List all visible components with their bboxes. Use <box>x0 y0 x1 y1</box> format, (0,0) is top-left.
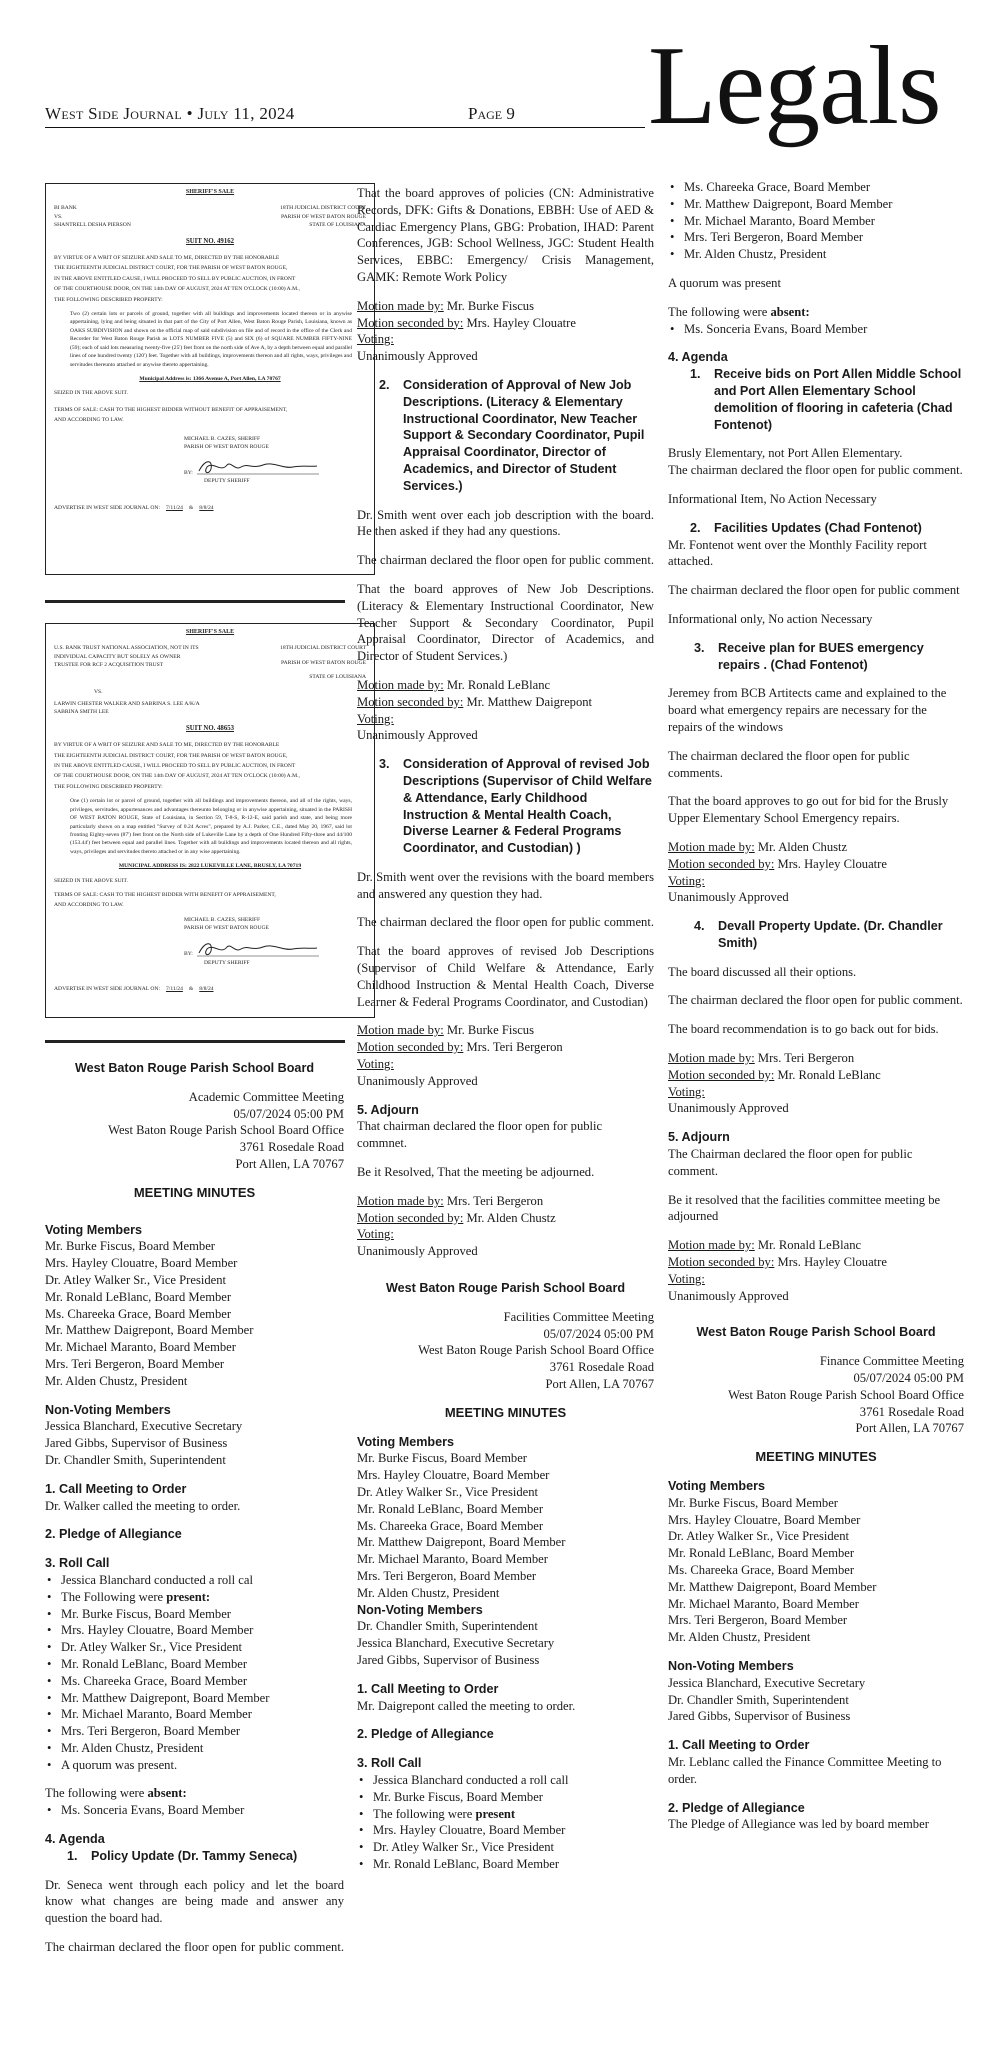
list-item: • Mr. Burke Fiscus, Board Member <box>357 1789 654 1806</box>
board-title: West Baton Rouge Parish School Board <box>696 1325 936 1340</box>
sheriff-name: MICHAEL B. CAZES, SHERIFF <box>184 435 261 442</box>
resolution-text: That the board approves to go out for bid for the Brusly Upper Elementary School Emergency repairs. <box>668 794 949 826</box>
member: Mr. Burke Fiscus, Board Member <box>45 1239 215 1254</box>
advertise-date-1: 7/11/24 <box>166 985 183 992</box>
item-heading: 5. Adjourn <box>357 1102 419 1117</box>
member: Mr. Matthew Daigrepont, Board Member <box>668 1579 877 1594</box>
item-text: Be it Resolved, That the meeting be adjourned. <box>357 1165 595 1180</box>
absent-label: The following were absent: <box>668 304 810 319</box>
member: Jessica Blanchard, Executive Secretary <box>668 1675 866 1690</box>
item-heading: 2. Pledge of Allegiance <box>45 1527 182 1542</box>
item-text: Informational only, No action Necessary <box>668 611 873 626</box>
list-item: • The Following were present: <box>45 1589 344 1606</box>
agenda-item: 3. Receive plan for BUES emergency repairs . (Chad Fontenot) <box>694 640 924 672</box>
list-item: • Mr. Matthew Daigrepont, Board Member <box>45 1690 344 1707</box>
list-item: • Ms. Sonceria Evans, Board Member <box>45 1802 344 1819</box>
item-text: Dr. Smith went over the revisions with the board members and answered any question they had. <box>357 869 654 901</box>
member: Ms. Chareeka Grace, Board Member <box>357 1518 544 1533</box>
item-text: The chairman declared the floor open for public comment. <box>45 1940 344 1955</box>
agenda-item: 1. Policy Update (Dr. Tammy Seneca) <box>67 1848 298 1863</box>
item-heading: 5. Adjourn <box>668 1130 730 1145</box>
member: Mrs. Hayley Clouatre, Board Member <box>357 1468 550 1483</box>
agenda-item: 4. Devall Property Update. (Dr. Chandler Smith) <box>694 919 943 950</box>
list-item: • Mrs. Teri Bergeron, Board Member <box>668 229 964 246</box>
item-heading: 4. Agenda <box>668 350 728 365</box>
advertise-date-2: 8/8/24 <box>199 985 214 992</box>
item-heading: 3. Roll Call <box>45 1556 110 1571</box>
terms-of-sale-2: AND ACCORDING TO LAW. <box>54 902 124 909</box>
list-item: • Ms. Chareeka Grace, Board Member <box>668 179 964 196</box>
section-title: Legals <box>648 24 941 148</box>
member: Mr. Alden Chustz, President <box>668 1630 811 1645</box>
item-heading: 2. Pledge of Allegiance <box>357 1727 494 1742</box>
list-item: • Ms. Chareeka Grace, Board Member <box>45 1673 344 1690</box>
writ-text: IN THE ABOVE ENTITLED CAUSE, I WILL PROCEED TO SELL BY PUBLIC AUCTION, IN FRONT <box>54 275 296 282</box>
header-rule <box>45 127 645 128</box>
sheriff-parish: PARISH OF WEST BATON ROUGE <box>184 925 269 932</box>
minutes-heading: MEETING MINUTES <box>755 1449 877 1465</box>
member: Mr. Alden Chustz, President <box>357 1585 500 1600</box>
writ-text: IN THE ABOVE ENTITLED CAUSE, I WILL PROCEED TO SELL BY PUBLIC AUCTION, IN FRONT <box>54 763 296 770</box>
seized-text: SEIZED IN THE ABOVE SUIT. <box>54 877 128 884</box>
item-text: The chairman declared the floor open for public comment <box>668 583 960 598</box>
academic-committee-minutes <box>45 1060 344 1956</box>
item-text: The Chairman declared the floor open for public comment. <box>668 1147 913 1178</box>
advertise-dates <box>54 985 366 993</box>
item-heading: 4. Agenda <box>45 1832 105 1847</box>
member: Jessica Blanchard, Executive Secretary <box>45 1419 243 1434</box>
parish: PARISH OF WEST BATON ROUGE <box>281 659 366 666</box>
member: Mr. Ronald LeBlanc, Board Member <box>668 1546 855 1561</box>
advertise-label: ADVERTISE IN WEST SIDE JOURNAL ON: <box>54 504 160 511</box>
item-text: Mr. Leblanc called the Finance Committee Meeting to order. <box>668 1754 942 1786</box>
sheriff-name: MICHAEL B. CAZES, SHERIFF <box>184 916 261 923</box>
list-item: • Mr. Alden Chustz, President <box>45 1740 344 1757</box>
agenda-item: 2. Facilities Updates (Chad Fontenot) <box>690 520 922 535</box>
absent-label: The following were absent: <box>45 1786 187 1801</box>
member: Mr. Michael Maranto, Board Member <box>357 1552 548 1567</box>
agenda-item: 2. Consideration of Approval of New Job Descriptions. (Literacy & Elementary Instructional Coordinator, New Teacher Support & Secondary Coordinator, Pupil Appraisal Coordinator, Director of Academics, and Director of Student Services.) <box>379 377 645 493</box>
list-item: • Mr. Burke Fiscus, Board Member <box>45 1606 344 1623</box>
writ-text: THE FOLLOWING DESCRIBED PROPERTY: <box>54 296 163 303</box>
writ-text: THE EIGHTEENTH JUDICIAL DISTRICT COURT, FOR THE PARISH OF WEST BATON ROUGE, <box>54 265 288 272</box>
deputy-label: DEPUTY SHERIFF <box>204 478 250 485</box>
seized-text: SEIZED IN THE ABOVE SUIT. <box>54 390 128 397</box>
list-item: • Jessica Blanchard conducted a roll cal <box>45 1572 344 1589</box>
section-divider <box>45 600 345 603</box>
item-text: Jeremey from BCB Artitects came and explained to the board what emergency repairs are necessary for the repairs of the windows <box>668 686 947 734</box>
member: Mrs. Teri Bergeron, Board Member <box>45 1356 225 1371</box>
list-item: • Dr. Atley Walker Sr., Vice President <box>357 1839 654 1856</box>
member: Mr. Michael Maranto, Board Member <box>45 1340 236 1355</box>
resolution-text: That the board approves of New Job Descriptions. (Literacy & Elementary Instructional Coordinator, New Teacher Support & Secondary Coordinator, Pupil Appraisal Coordinator, Director of Academics, and Director of Student Services.) <box>357 581 654 664</box>
list-item: • Mrs. Hayley Clouatre, Board Member <box>45 1622 344 1639</box>
member: Ms. Chareeka Grace, Board Member <box>45 1306 232 1321</box>
list-item: • Mrs. Teri Bergeron, Board Member <box>45 1723 344 1740</box>
item-heading: 3. Roll Call <box>357 1756 422 1771</box>
notice-title: SHERIFF'S SALE <box>185 189 235 195</box>
board-title: West Baton Rouge Parish School Board <box>385 1281 626 1296</box>
defendant: LARWIN CHESTER WALKER AND SABRINA S. LEE A/K/A SABRINA SMITH LEE <box>54 701 200 716</box>
minutes-heading: MEETING MINUTES <box>444 1404 567 1420</box>
property-description: Two (2) certain lots or parcels of ground, together with all buildings and improvements located thereon or in anywise appertaining, lying and being situated in that part of the City of Port Allen, West Baton Rouge Parish, Louisiana, known as OAKS SUBDIVISION and shown on the official map of said subdivision on file and of record in the office of the Clerk and Recorder for West Baton Rouge Parish as LOTS NUMBER FIVE (5) and SIX (6) of SQUARE NUMBER FIFTY-NINE (59); each of said lots measuring twenty-five (25') feet front on the north side of Ave A, by a depth between equal and parallel lines of one hundred twenty (120') feet. Together with all buildings, improvements thereon and all rights, ways, privileges and servitudes thereunto attached or anywise thereto appertaining. <box>70 311 353 368</box>
member: Jared Gibbs, Supervisor of Business <box>668 1709 851 1724</box>
advertise-label: ADVERTISE IN WEST SIDE JOURNAL ON: <box>54 985 160 992</box>
voting-members-heading: Voting Members <box>668 1479 766 1494</box>
court: 18TH JUDICIAL DISTRICT COURT <box>280 645 366 652</box>
writ-text: THE FOLLOWING DESCRIBED PROPERTY: <box>54 783 163 790</box>
list-item: • Mr. Michael Maranto, Board Member <box>45 1706 344 1723</box>
signature-image <box>193 937 323 959</box>
item-text: Informational Item, No Action Necessary <box>668 491 877 506</box>
item-text: That chairman declared the floor open for public commnet. <box>357 1119 603 1151</box>
member: Dr. Chandler Smith, Superintendent <box>357 1619 538 1634</box>
plaintiff: BI BANK <box>54 205 77 212</box>
member: Mr. Burke Fiscus, Board Member <box>357 1451 527 1466</box>
list-item: • Mrs. Hayley Clouatre, Board Member <box>357 1822 654 1839</box>
list-item: • Jessica Blanchard conducted a roll call <box>357 1772 654 1789</box>
item-text: The board recommendation is to go back out for bids. <box>668 1022 939 1037</box>
advertise-date-1: 7/11/24 <box>166 504 183 511</box>
paper-name: West Side Journal <box>45 104 183 123</box>
writ-text: THE EIGHTEENTH JUDICIAL DISTRICT COURT, FOR THE PARISH OF WEST BATON ROUGE, <box>54 752 288 759</box>
item-text: The Pledge of Allegiance was led by board member <box>668 1817 929 1832</box>
member: Dr. Chandler Smith, Superintendent <box>668 1692 849 1707</box>
member: Mr. Burke Fiscus, Board Member <box>668 1495 838 1510</box>
meeting-datetime: 05/07/2024 05:00 PM <box>853 1371 964 1386</box>
member: Dr. Atley Walker Sr., Vice President <box>357 1485 539 1499</box>
quorum: A quorum was present <box>668 275 781 290</box>
item-text: The chairman declared the floor open for public comments. <box>668 748 910 780</box>
item-heading: 1. Call Meeting to Order <box>45 1481 187 1496</box>
state: STATE OF LOUISIANA <box>309 674 366 681</box>
office: West Baton Rouge Parish School Board Office <box>728 1387 964 1402</box>
non-voting-heading: Non-Voting Members <box>668 1658 794 1673</box>
member: Mr. Ronald LeBlanc, Board Member <box>357 1501 544 1516</box>
suit-number: SUIT NO. 48653 <box>185 724 235 732</box>
issue-date: July 11, 2024 <box>197 104 295 123</box>
member: Dr. Chandler Smith, Superintendent <box>45 1452 226 1467</box>
municipal-address: Municipal Address is: 1366 Avenue A, Port Allen, LA 70767 <box>139 375 281 382</box>
terms-of-sale-2: AND ACCORDING TO LAW. <box>54 417 124 424</box>
item-text: The chairman declared the floor open for public comment. <box>357 553 654 568</box>
masthead <box>45 104 295 124</box>
advertise-date-2: 8/8/24 <box>199 504 214 511</box>
item-heading: 2. Pledge of Allegiance <box>668 1800 805 1815</box>
member: Mr. Alden Chustz, President <box>45 1373 188 1388</box>
member: Dr. Atley Walker Sr., Vice President <box>45 1272 227 1287</box>
city: Port Allen, LA 70767 <box>545 1377 654 1392</box>
by-label: BY: <box>184 469 193 476</box>
list-item: • Dr. Atley Walker Sr., Vice President <box>45 1639 344 1656</box>
member: Mr. Ronald LeBlanc, Board Member <box>45 1289 232 1304</box>
writ-text: BY VIRTUE OF A WRIT OF SEIZURE AND SALE TO ME, DIRECTED BY THE HONORABLE <box>54 742 280 749</box>
advertise-dates <box>54 504 366 512</box>
signature-block <box>184 435 366 486</box>
member: Mr. Matthew Daigrepont, Board Member <box>357 1535 566 1550</box>
member: Mr. Matthew Daigrepont, Board Member <box>45 1323 254 1338</box>
list-item: • Mr. Michael Maranto, Board Member <box>668 213 964 230</box>
member: Jared Gibbs, Supervisor of Business <box>45 1436 228 1451</box>
page-number: Page 9 <box>468 104 515 123</box>
separator: • <box>186 104 193 123</box>
agenda-item: 1. Receive bids on Port Allen Middle School and Port Allen Elementary School demolition of flooring in cafeteria (Chad Fontenot) <box>690 367 962 432</box>
ampersand: & <box>188 504 194 511</box>
member: Jessica Blanchard, Executive Secretary <box>357 1636 555 1651</box>
resolution-text: That the board approves of policies (CN: Administrative Records, DFK: Gifts & Donations, EBBH: Use of AED & Cardiac Emergency Plans, GBG: Probation, IHAD: Parent Conferences, JGB: School Wellness, JGC: Student Health Services, EBBC: Emergency/ Crisis Management, GAMK: Remote Work Policy <box>357 186 654 284</box>
terms-of-sale: TERMS OF SALE: CASH TO THE HIGHEST BIDDER WITHOUT BENEFIT OF APPRAISEMENT, <box>54 406 288 413</box>
ampersand: & <box>188 985 194 992</box>
sheriff-sale-notice-1 <box>45 183 375 575</box>
list-item: • Mr. Ronald LeBlanc, Board Member <box>357 1856 654 1873</box>
section-divider <box>45 1040 345 1043</box>
item-text: Dr. Smith went over each job description with the board. He then asked if they had any questions. <box>357 507 654 539</box>
list-item: • Mr. Matthew Daigrepont, Board Member <box>668 196 964 213</box>
list-item: • The following were present <box>357 1806 654 1823</box>
roll-call-list <box>357 1772 654 1873</box>
item-text: The chairman declared the floor open for public comment. <box>668 993 963 1008</box>
minutes-heading: MEETING MINUTES <box>133 1184 256 1200</box>
non-voting-heading: Non-Voting Members <box>45 1402 171 1417</box>
versus: VS. <box>94 688 103 695</box>
signature-block <box>184 916 366 967</box>
roll-call-list <box>668 179 964 263</box>
meeting-name: Finance Committee Meeting <box>819 1354 964 1369</box>
item-heading: 1. Call Meeting to Order <box>668 1738 810 1753</box>
item-heading: 1. Call Meeting to Order <box>357 1681 499 1696</box>
item-text: The chairman declared the floor open for public comment. <box>357 915 654 930</box>
member: Dr. Atley Walker Sr., Vice President <box>668 1529 850 1544</box>
office: West Baton Rouge Parish School Board Office <box>418 1343 654 1358</box>
city: Port Allen, LA 70767 <box>235 1156 344 1171</box>
item-text: Mr. Daigrepont called the meeting to order. <box>357 1698 576 1713</box>
board-title: West Baton Rouge Parish School Board <box>74 1061 315 1075</box>
item-text: Mr. Fontenot went over the Monthly Facility report attached. <box>668 537 927 569</box>
member: Mrs. Teri Bergeron, Board Member <box>668 1613 848 1628</box>
item-text: The board discussed all their options. <box>668 964 857 979</box>
agenda-item: 3. Consideration of Approval of revised Job Descriptions (Supervisor of Child Welfare & Attendance, Early Childhood Instruction & Mental Health Coach, Diverse Learner & Federal Programs Coordinator, and Custodian) ) <box>379 757 652 856</box>
member: Mrs. Hayley Clouatre, Board Member <box>668 1512 861 1527</box>
plaintiff: U.S. BANK TRUST NATIONAL ASSOCIATION, NOT IN ITS INDIVIDUAL CAPACITY BUT SOLELY AS OWNER TRUSTEE FOR RCF 2 ACQUISITION TRUST <box>54 645 199 669</box>
office: West Baton Rouge Parish School Board Office <box>108 1123 344 1138</box>
member: Ms. Chareeka Grace, Board Member <box>668 1563 855 1577</box>
property-description: One (1) certain lot or parcel of ground, together with all buildings and improvements thereon, and all of the rights, ways, privileges, servitudes, appurtenances and advantages thereunto belonging or in anywise appertaining, situated in the PARISH OF WEST BATON ROUGE, State of Louisiana, in Section 59, T-8-S, R-12-E, said parish and state, and being more particularly shown on a map entitled "Survey of 0.24 Acres", prepared by A.J. Parker, C.E., dated May 20, 1967, said lot fronting Eighty-seven (87') feet front on the North side of Lukeville Lane by a depth of One Hundred Fifty-three and 44/100 (153.44') feet between equal and parallel lines. Together with all buildings and improvements located thereon and all rights, ways, privileges and servitudes thereto attached or in any wise appertaining. <box>70 798 352 855</box>
writ-text: OF THE COURTHOUSE DOOR, ON THE 14th DAY OF AUGUST, 2024 AT TEN O'CLOCK (10:00) A.M., <box>54 286 300 293</box>
voting-members-heading: Voting Members <box>357 1434 455 1449</box>
terms-of-sale: TERMS OF SALE: CASH TO THE HIGHEST BIDDER WITH BENEFIT OF APPRAISEMENT, <box>54 891 276 898</box>
meeting-name: Academic Committee Meeting <box>188 1089 344 1104</box>
roll-call-list <box>45 1572 344 1774</box>
list-item: • A quorum was present. <box>45 1757 344 1774</box>
meeting-datetime: 05/07/2024 05:00 PM <box>233 1106 344 1121</box>
by-label: BY: <box>184 951 193 958</box>
suit-number: SUIT NO. 49162 <box>185 237 235 245</box>
versus: VS. <box>54 213 63 220</box>
member: Mrs. Hayley Clouatre, Board Member <box>45 1256 238 1271</box>
column-3: • Ms. Chareeka Grace, Board Member • Mr. Matthew Daigrepont, Board Member • Mr. Michael Maranto, Board Member • Mrs. Teri Bergeron, Board Member • Mr. Alden Chustz, President A quorum was present The following were absent: • Ms. Sonceria Evans, Board Member 4. Agenda 1. Receive bids on Port Allen Middle School and Port Allen Elementary School demolition of flooring in cafeteria (Chad Fontenot) Brusly Elementary, not Port Allen Elementary. The chairman declared the floor open for public comment. Informational Item, No Action Necessary 2. Facilities Updates (Chad Fontenot) Mr. Fontenot went over the Monthly Facility report attached. The chairman declared the floor open for public comment Informational only, No action Necessary 3. Receive plan for BUES emergency repairs . (Chad Fontenot) Jeremey from BCB Artitects came and explained to the board what emergency repairs are necessary for the repairs of the windows The chairman declared the floor open for public comments. That the board approves to go out for bid for the Brusly Upper Elementary School Emergency repairs. Motion made by: Mr. Alden Chustz Motion seconded by: Mrs. Hayley Clouatre Voting: Unanimously Approved 4. Devall Property Update. (Dr. Chandler Smith) The board discussed all their options. The chairman declared the floor open for public comment. The board recommendation is to go back out for bids. Motion made by: Mrs. Teri Bergeron Motion seconded by: Mr. Ronald LeBlanc Voting: Unanimously Approved 5. Adjourn The Chairman declared the floor open for public comment. Be it resolved that the facilities committee meeting be adjourned Motion made by: Mr. Ronald LeBlanc Motion seconded by: Mrs. Hayley Clouatre Voting: Unanimously Approved West Baton Rouge Parish School Board Finance Committee Meeting 05/07/2024 05:00 PM West Baton Rouge Parish School Board Office 3761 Rosedale Road Port Allen, LA 70767 MEETING MINUTES Voting Members Mr. Burke Fiscus, Board Member Mrs. Hayley Clouatre, Board Member Dr. Atley Walker Sr., Vice President Mr. Ronald LeBlanc, Board Member Ms. Chareeka Grace, Board Member Mr. Matthew Daigrepont, Board Member Mr. Michael Maranto, Board Member Mrs. Teri Bergeron, Board Member Mr. Alden Chustz, President Non-Voting Members Jessica Blanchard, Executive Secretary Dr. Chandler Smith, Superintendent Jared Gibbs, Supervisor of Business 1. Call Meeting to Order Mr. Leblanc called the Finance Committee Meeting to order. 2. Pledge of Allegiance The Pledge of Allegiance was led by board member <box>668 179 964 1833</box>
defendant: SHANTRELL DESHA PIERSON <box>54 222 131 229</box>
state: STATE OF LOUISIANA <box>309 222 366 229</box>
parish: PARISH OF WEST BATON ROUGE <box>281 213 366 220</box>
member: Mr. Michael Maranto, Board Member <box>668 1596 859 1611</box>
item-text: Dr. Seneca went through each policy and let the board know what changes are being made and answer any question the board had. <box>45 1877 344 1926</box>
list-item: • Mr. Ronald LeBlanc, Board Member <box>45 1656 344 1673</box>
street: 3761 Rosedale Road <box>239 1140 344 1155</box>
voting-members-heading: Voting Members <box>45 1222 143 1237</box>
signature-image <box>193 455 323 477</box>
item-text: The chairman declared the floor open for public comment. <box>668 463 963 478</box>
sheriff-parish: PARISH OF WEST BATON ROUGE <box>184 443 269 450</box>
meeting-name: Facilities Committee Meeting <box>503 1309 654 1324</box>
sheriff-sale-notice-2 <box>45 623 375 1018</box>
writ-text: BY VIRTUE OF A WRIT OF SEIZURE AND SALE TO ME, DIRECTED BY THE HONORABLE <box>54 255 280 262</box>
court: 18TH JUDICIAL DISTRICT COURT <box>280 205 366 212</box>
item-text: Be it resolved that the facilities committee meeting be adjourned <box>668 1192 941 1224</box>
resolution-text: That the board approves of revised Job Descriptions (Supervisor of Child Welfare & Attendance, Early Childhood Instruction & Mental Health Coach, Diverse Learner & Federal Programs Coordinator, and Custodian) <box>357 944 654 1009</box>
column-2: That the board approves of policies (CN: Administrative Records, DFK: Gifts & Donations, EBBH: Use of AED & Cardiac Emergency Plans, GBG: Probation, IHAD: Parent Conferences, JGB: School Wellness, JGC: Student Health Services, EBBC: Emergency/ Crisis Management, GAMK: Remote Work Policy Motion made by: Mr. Burke Fiscus Motion seconded by: Mrs. Hayley Clouatre Voting: Unanimously Approved 2. Consideration of Approval of New Job Descriptions. (Literacy & Elementary Instructional Coordinator, New Teacher Support & Secondary Coordinator, Pupil Appraisal Coordinator, Director of Academics, and Director of Student Services.) Dr. Smith went over each job description with the board. He then asked if they had any questions. The chairman declared the floor open for public comment. That the board approves of New Job Descriptions. (Literacy & Elementary Instructional Coordinator, New Teacher Support & Secondary Coordinator, Pupil Appraisal Coordinator, Director of Academics, and Director of Student Services.) Motion made by: Mr. Ronald LeBlanc Motion seconded by: Mr. Matthew Daigrepont Voting: Unanimously Approved 3. Consideration of Approval of revised Job Descriptions (Supervisor of Child Welfare & Attendance, Early Childhood Instruction & Mental Health Coach, Diverse Learner & Federal Programs Coordinator, and Custodian) ) Dr. Smith went over the revisions with the board members and answered any question they had. The chairman declared the floor open for public comment. That the board approves of revised Job Descriptions (Supervisor of Child Welfare & Attendance, Early Childhood Instruction & Mental Health Coach, Diverse Learner & Federal Programs Coordinator, and Custodian) Motion made by: Mr. Burke Fiscus Motion seconded by: Mrs. Teri Bergeron Voting: Unanimously Approved 5. Adjourn That chairman declared the floor open for public commnet. Be it Resolved, That the meeting be adjourned. Motion made by: Mrs. Teri Bergeron Motion seconded by: Mr. Alden Chustz Voting: Unanimously Approved West Baton Rouge Parish School Board Facilities Committee Meeting 05/07/2024 05:00 PM West Baton Rouge Parish School Board Office 3761 Rosedale Road Port Allen, LA 70767 MEETING MINUTES Voting Members Mr. Burke Fiscus, Board Member Mrs. Hayley Clouatre, Board Member Dr. Atley Walker Sr., Vice President Mr. Ronald LeBlanc, Board Member Ms. Chareeka Grace, Board Member Mr. Matthew Daigrepont, Board Member Mr. Michael Maranto, Board Member Mrs. Teri Bergeron, Board Member Mr. Alden Chustz, President Non-Voting Members Dr. Chandler Smith, Superintendent Jessica Blanchard, Executive Secretary Jared Gibbs, Supervisor of Business 1. Call Meeting to Order Mr. Daigrepont called the meeting to order. 2. Pledge of Allegiance 3. Roll Call • Jessica Blanchard conducted a roll call • Mr. Burke Fiscus, Board Member • The following were present • Mrs. Hayley Clouatre, Board Member • Dr. Atley Walker Sr., Vice President • Mr. Ronald LeBlanc, Board Member <box>357 185 654 1873</box>
writ-text: OF THE COURTHOUSE DOOR, ON THE 14th DAY OF AUGUST, 2024 AT TEN O'CLOCK (10:00) A.M., <box>54 773 300 780</box>
street: 3761 Rosedale Road <box>549 1360 654 1375</box>
street: 3761 Rosedale Road <box>859 1404 964 1419</box>
item-text: Brusly Elementary, not Port Allen Elementary. <box>668 446 903 461</box>
list-item: • Mr. Alden Chustz, President <box>668 246 964 263</box>
non-voting-heading: Non-Voting Members <box>357 1602 483 1617</box>
member: Jared Gibbs, Supervisor of Business <box>357 1652 540 1667</box>
member: Mrs. Teri Bergeron, Board Member <box>357 1568 537 1583</box>
deputy-label: DEPUTY SHERIFF <box>204 959 250 966</box>
municipal-address: MUNICIPAL ADDRESS IS: 2822 LUKEVILLE LANE, BRUSLY, LA 70719 <box>118 863 302 870</box>
meeting-datetime: 05/07/2024 05:00 PM <box>543 1326 654 1341</box>
city: Port Allen, LA 70767 <box>855 1421 964 1436</box>
item-text: Dr. Walker called the meeting to order. <box>45 1498 241 1513</box>
list-item: • Ms. Sonceria Evans, Board Member <box>668 321 964 338</box>
notice-title: SHERIFF'S SALE <box>185 629 235 635</box>
